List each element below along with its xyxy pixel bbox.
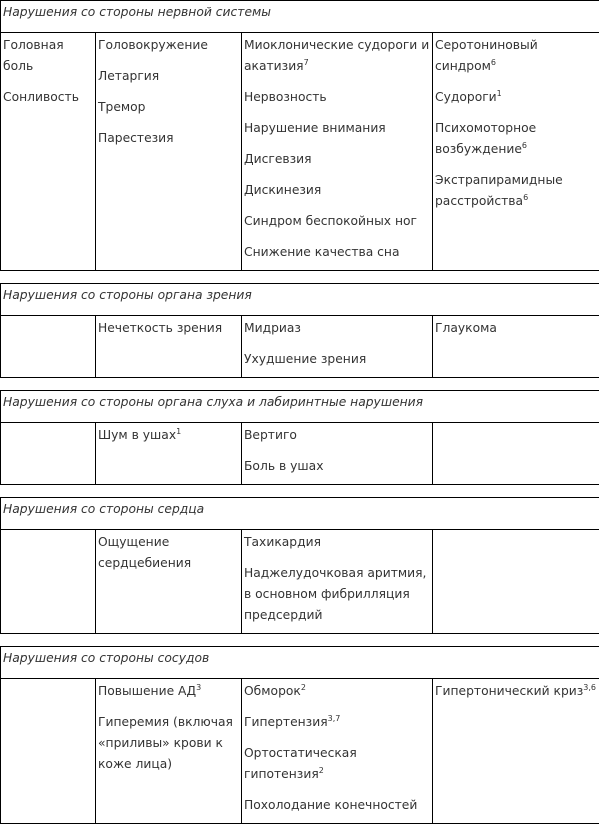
section-title: Нарушения со стороны сосудов (1, 647, 599, 679)
reaction-item: Дискинезия (244, 180, 431, 201)
footnote-ref: 6 (522, 141, 527, 150)
frequency-cell (433, 33, 599, 271)
footnote-ref: 2 (301, 683, 306, 692)
footnote-ref: 3 (196, 683, 201, 692)
frequency-cell (1, 679, 96, 824)
frequency-cell (96, 33, 242, 271)
reaction-item: Ортостатическая гипотензия$^2$ (244, 743, 431, 785)
reaction-item: Тремор (98, 97, 240, 118)
reaction-item: Летаргия (98, 66, 240, 87)
frequency-cell (96, 316, 242, 378)
reaction-item: Психомоторное возбуждение$^6$ (435, 118, 599, 160)
reaction-item: Нервозность (244, 87, 431, 108)
footnote-ref: 3,6 (583, 683, 596, 692)
frequency-cell (242, 530, 433, 634)
frequency-cell (96, 530, 242, 634)
frequency-cell (242, 33, 433, 271)
reaction-item: Наджелудочковая аритмия, в основном фибрилляция предсердий (244, 563, 431, 626)
reaction-item: Нечеткость зрения (98, 318, 240, 339)
reaction-item: Ухудшение зрения (244, 349, 431, 370)
frequency-cell (1, 316, 96, 378)
reaction-item: Гипертонический криз$^{3,6}$ (435, 681, 599, 702)
reaction-item: Шум в ушах$^1$ (98, 425, 240, 446)
frequency-cell (433, 423, 599, 485)
reactions-row (1, 679, 599, 824)
section-spacer (1, 378, 599, 391)
reaction-item: Повышение $АД^3$ (98, 681, 240, 702)
section-spacer (1, 271, 599, 284)
footnote-ref: 6 (523, 193, 528, 202)
section-spacer (1, 634, 599, 647)
reaction-item: Экстрапирамидные расстройства$^6$ (435, 170, 599, 212)
footnote-ref: 2 (319, 766, 324, 775)
footnote-ref: 1 (176, 427, 181, 436)
frequency-cell (1, 530, 96, 634)
reactions-row (1, 33, 599, 271)
reaction-item: Головная боль (3, 35, 94, 77)
reaction-item: Мидриаз (244, 318, 431, 339)
section-spacer (1, 485, 599, 498)
reaction-item: Боль в ушах (244, 456, 431, 477)
reaction-item: Серотониновый синдром$^6$ (435, 35, 599, 77)
reaction-item: Сонливость (3, 87, 94, 108)
reaction-item: Похолодание конечностей (244, 795, 431, 816)
spacer-cell (1, 634, 599, 647)
section-title: Нарушения со стороны нервной системы (1, 1, 599, 33)
reaction-item: Обморок$^2$ (244, 681, 431, 702)
spacer-cell (1, 271, 599, 284)
footnote-ref: 1 (497, 89, 502, 98)
frequency-cell (433, 679, 599, 824)
section-title: Нарушения со стороны органа слуха и лабиринтные нарушения (1, 391, 599, 423)
section-title: Нарушения со стороны сердца (1, 498, 599, 530)
footnote-ref: 7 (304, 58, 309, 67)
spacer-cell (1, 485, 599, 498)
reactions-row (1, 316, 599, 378)
frequency-cell (242, 316, 433, 378)
reaction-item: Ощущение сердцебиения (98, 532, 240, 574)
frequency-cell (433, 530, 599, 634)
reaction-item: Глаукома (435, 318, 599, 339)
reaction-item: Головокружение (98, 35, 240, 56)
table-body (1, 1, 599, 824)
section-header-row (1, 284, 599, 316)
reaction-item: Дисгевзия (244, 149, 431, 170)
section-header-row (1, 498, 599, 530)
reaction-item: Парестезия (98, 128, 240, 149)
frequency-cell (1, 423, 96, 485)
reaction-item: Вертиго (244, 425, 431, 446)
section-header-row (1, 647, 599, 679)
section-header-row (1, 391, 599, 423)
reaction-item: Судороги$^1$ (435, 87, 599, 108)
section-header-row (1, 1, 599, 33)
reactions-row (1, 423, 599, 485)
reaction-item: Миоклонические судороги и акатизия$^7$ (244, 35, 431, 77)
frequency-cell (242, 679, 433, 824)
footnote-ref: 3,7 (328, 714, 341, 723)
frequency-cell (96, 423, 242, 485)
frequency-cell (96, 679, 242, 824)
reactions-row (1, 530, 599, 634)
reaction-item: Тахикардия (244, 532, 431, 553)
reaction-item: Гиперемия (включая «приливы» крови к коже лица) (98, 712, 240, 775)
reaction-item: Синдром беспокойных ног (244, 211, 431, 232)
spacer-cell (1, 378, 599, 391)
section-title: Нарушения со стороны органа зрения (1, 284, 599, 316)
frequency-cell (433, 316, 599, 378)
reaction-item: Гипертензия$^{3,7}$ (244, 712, 431, 733)
reaction-item: Снижение качества сна (244, 242, 431, 263)
frequency-cell (242, 423, 433, 485)
reaction-item: Нарушение внимания (244, 118, 431, 139)
frequency-cell (1, 33, 96, 271)
footnote-ref: 6 (491, 58, 496, 67)
